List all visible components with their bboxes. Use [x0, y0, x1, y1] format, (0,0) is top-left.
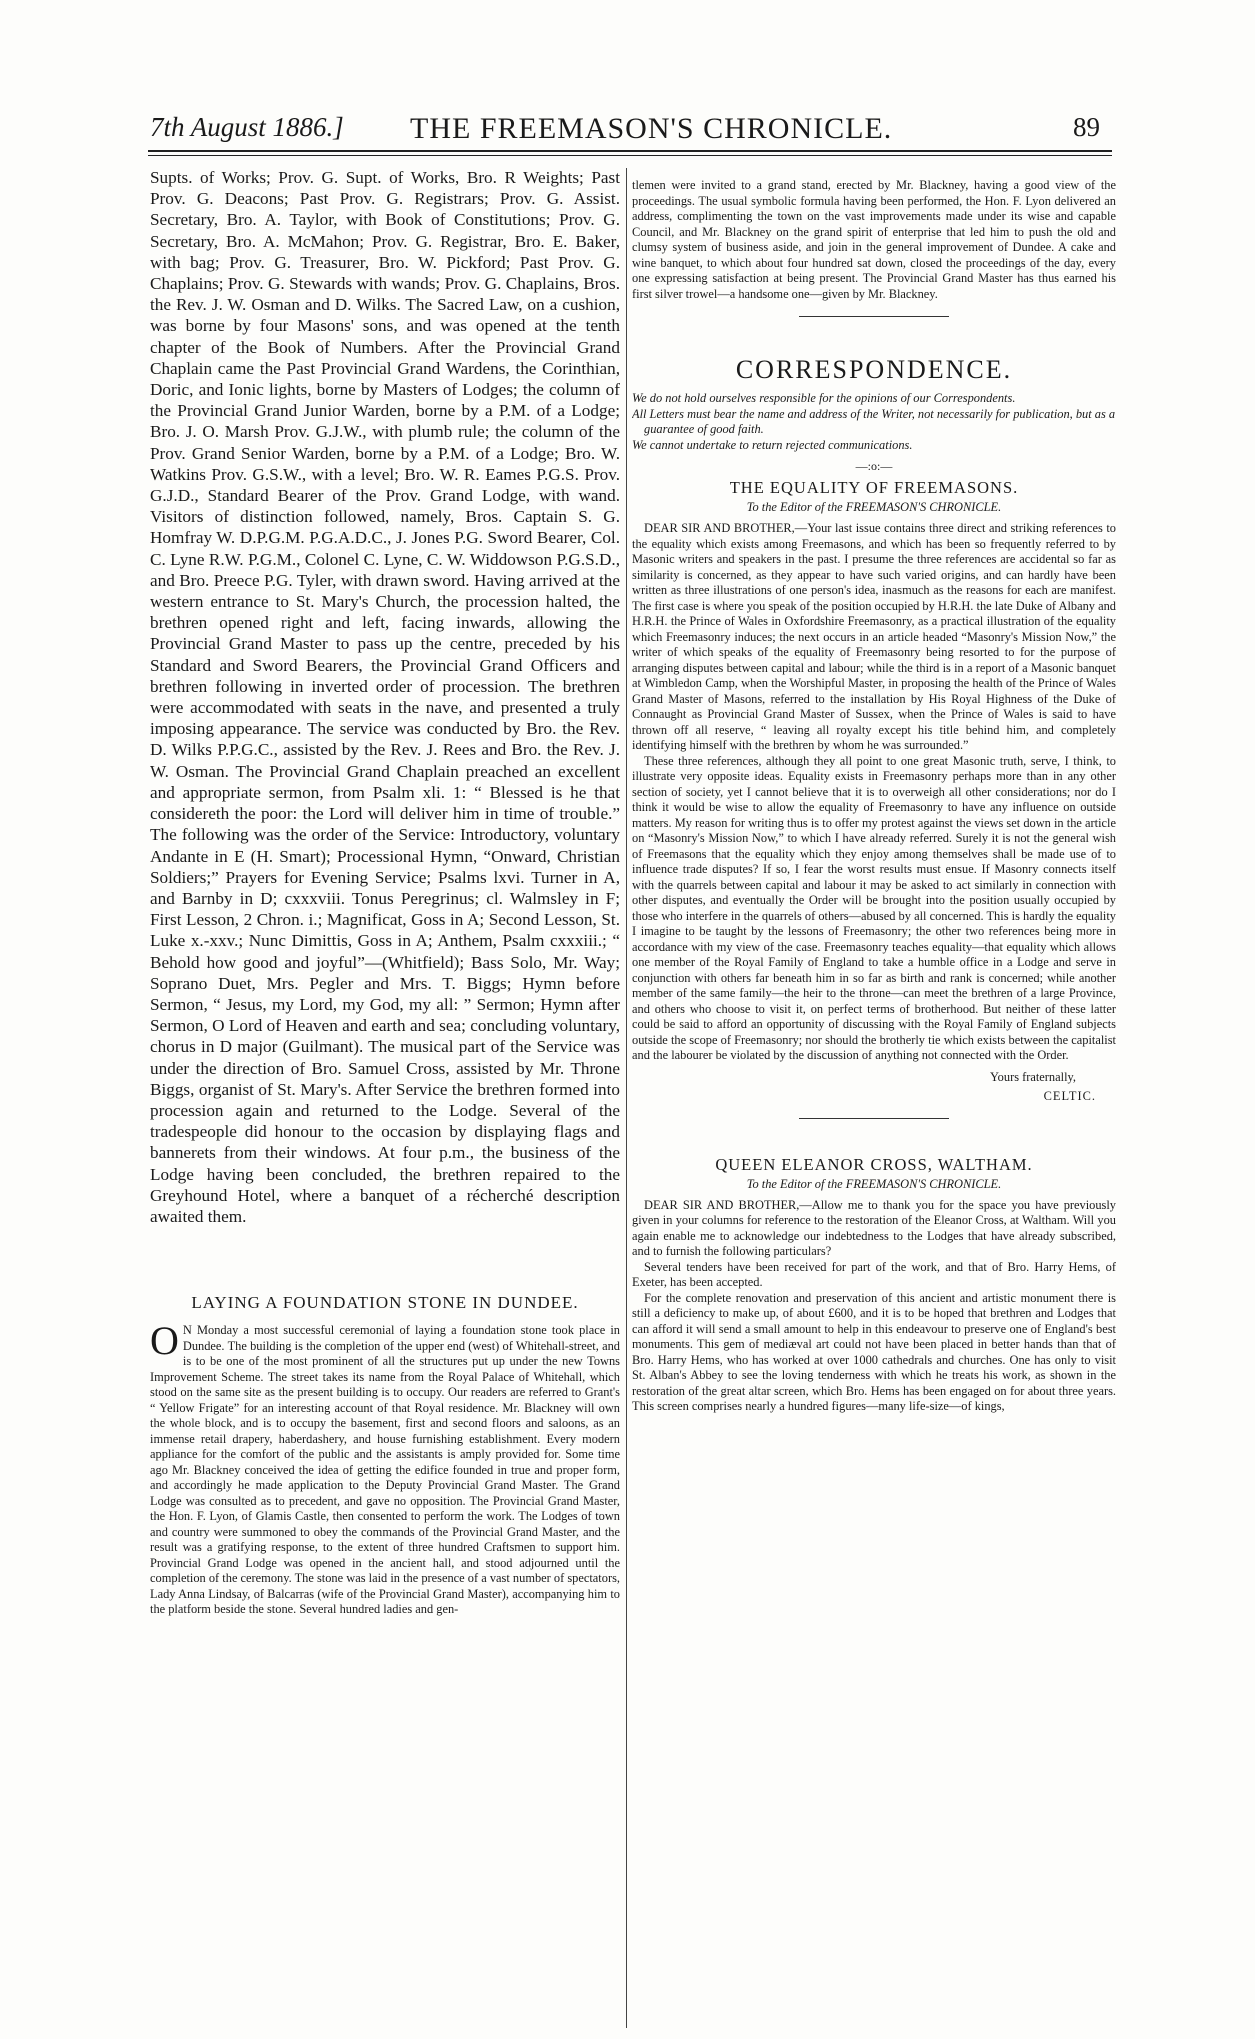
- page-header: [120, 112, 1130, 152]
- queen-eleanor-addressee: To the Editor of the FREEMASON'S CHRONICLE.: [746, 1176, 1002, 1191]
- queen-salutation: DEAR SIR AND BROTHER,: [644, 1197, 800, 1212]
- header-rule-bottom: [148, 155, 1112, 156]
- notice-letters: All Letters must bear the name and address of the Writer, not necessarily for publication, but as a guarantee of good faith.: [632, 406, 1116, 436]
- section-rule: [799, 316, 949, 317]
- laying-stone-article: [150, 1318, 620, 1618]
- left-column: [150, 167, 620, 2027]
- procession-text: Supts. of Works; Prov. G. Supt. of Works, Bro. R Weights; Past Prov. G. Deacons; Past Prov. G. Registrars; Prov. G. Assist. Secretary, Bro. A. Taylor, with Book of Constitutions; Prov. G. Secretary, Bro. A. McMahon; Prov. G. Registrar, Bro. E. Baker, with bag; Prov. G. Treasurer, Bro. W. Pickford; Past Prov. G. Chaplains; Prov. G. Stewards with wands; Prov. G. Chaplains, Bros. the Rev. J. W. Osman and D. Wilks. The Sacred Law, on a cushion, was borne by four Masons' sons, and was opened at the tenth chapter of the Book of Numbers. After the Provincial Grand Chaplain came the Past Provincial Grand Wardens, the Corinthian, Doric, and Ionic lights, borne by Masters of Lodges; the column of the Provincial Grand Junior Warden, borne by a P.M. of a Lodge; Bro. J. O. Marsh Prov. G.J.W., with plumb rule; the column of the Prov. Grand Senior Warden, borne by a P.M. of a Lodge; Bro. W. Watkins Prov. G.S.W., with a level; Bro. W. R. Eames P.G.S. Prov. G.J.D., Standard Bearer of the Prov. Grand Lodge, with wand. Visitors of distinction followed, namely, Bros. Captain S. G. Homfray W. D.P.G.M. P.G.A.D.C., J. Jones P.G. Sword Bearer, Col. C. Lyne R.W. P.G.M., Colonel C. Lyne, C. W. Widdowson P.G.S.D., and Bro. Preece P.G. Tyler, with drawn sword. Having arrived at the western entrance to St. Mary's Church, the procession halted, the brethren opened right and left, facing inwards, allowing the Provincial Grand Master to pass up the centre, preceded by his Standard and Sword Bearers, the Provincial Grand Officers and brethren following in inverted order of procession. The brethren were accommodated with seats in the nave, and presented a truly imposing appearance. The service was conducted by Bro. the Rev. D. Wilks P.P.G.C., assisted by the Rev. J. Rees and Bro. the Rev. J. W. Osman. The Provincial Grand Chaplain preached an excellent and appropriate sermon, from Psalm xli. 1: “ Blessed is he that considereth the poor: the Lord will deliver him in time of trouble.” The following was the order of the Service: Introductory, voluntary Andante in E (H. Smart); Processional Hymn, “Onward, Christian Soldiers;” Prayers for Evening Service; Psalms lxvi. Turner in A, and Barnby in D; cxxxviii. Tonus Peregrinus; cl. Walmsley in F; First Lesson, 2 Chron. i.; Magnificat, Goss in A; Second Lesson, St. Luke x.-xxv.; Nunc Dimittis, Goss in A; Anthem, Psalm cxxxiii.; “ Behold how good and joyful”—(Whitfield); Bass Solo, Mr. Way; Soprano Duet, Mrs. Pegler and Mrs. T. Biggs; Hymn before Sermon, “ Jesus, my Lord, my God, my all: ” Sermon; Hymn after Sermon, O Lord of Heaven and earth and sea; concluding voluntary, chorus in D major (Guilmant). The musical part of the Service was under the direction of Bro. Samuel Cross, assisted by Mr. Throne Biggs, organist of St. Mary's. After Service the brethren formed into procession again and returned to the Lodge. Several of the tradespeople did honour to the occasion by displaying flags and bannerets from their windows. At four p.m., the business of the Lodge having been concluded, the brethren repaired to the Greyhound Hotel, where a banquet of a récherché description awaited them.: [150, 168, 620, 1226]
- queen-eleanor-letter: [632, 1198, 1116, 1415]
- laying-stone-continued: [632, 178, 1116, 302]
- queen-paragraph-3: For the complete renovation and preservation of this ancient and artistic monument there is still a deficiency to make up, of about £600, and it is to be hoped that brethren and Lodges that can afford it will send a small amount to help in this endeavour to preserve one of England's best monuments. This gem of mediæval art could not have been placed in better hands than that of Bro. Harry Hems, who has worked at over 1000 cathedrals and churches. One has only to visit St. Alban's Abbey to see the loving tenderness with which he treats his work, as shown in the restoration of the great altar screen, which Bro. Hems has been engaged on for about three years. This screen comprises nearly a hundred figures—many life-size—of kings,: [632, 1290, 1116, 1413]
- ornament-separator: —:o:—: [855, 459, 893, 473]
- queen-paragraph-1-text: —Allow me to thank you for the space you have previously given in your columns for reference to the restoration of the Eleanor Cross, at Waltham. Will you again enable me to acknowledge our indebtedness to the Lodges that have already subscribed, and to furnish the following particulars?: [632, 1197, 1116, 1258]
- equality-addressee: To the Editor of the FREEMASON'S CHRONICLE.: [746, 500, 1002, 514]
- queen-paragraph-1: [632, 1198, 1116, 1260]
- equality-heading: THE EQUALITY OF FREEMASONS.: [729, 478, 1019, 497]
- equality-letter: [632, 521, 1116, 1064]
- correspondence-heading: CORRESPONDENCE.: [735, 355, 1013, 384]
- masthead-title: THE FREEMASON'S CHRONICLE.: [410, 112, 893, 145]
- notice-opinions: We do not hold ourselves responsible for the opinions of our Correspondents.: [632, 391, 1016, 405]
- procession-report: [150, 167, 620, 1227]
- queen-paragraph-2: Several tenders have been received for part of the work, and that of Bro. Harry Hems, of Exeter, has been accepted.: [632, 1259, 1116, 1289]
- column-divider: [626, 168, 627, 2028]
- equality-salutation: DEAR SIR AND BROTHER,: [644, 521, 795, 535]
- equality-signature: CELTIC.: [1043, 1088, 1096, 1103]
- drop-cap: O: [150, 1318, 179, 1364]
- right-column: [632, 178, 1116, 2028]
- equality-signoff: Yours fraternally,: [989, 1069, 1076, 1084]
- laying-stone-paragraph: [150, 1318, 620, 1618]
- section-rule-2: [799, 1118, 949, 1119]
- page-number: 89: [1073, 112, 1100, 142]
- equality-paragraph-2: These three references, although they all point to one great Masonic truth, serve, I think, to illustrate very opposite ideas. Equality exists in Freemasonry perhaps more than in any other section of society, yet I cannot believe that it is to overweigh all other considerations; nor do I think it would be wise to allow the equality of Freemasonry to have any influence on outside matters. My reason for writing thus is to offer my protest against the views set down in the article on “Masonry's Mission Now,” to which I have already referred. Surely it is not the general wish of Freemasons that the equality which they enjoy among themselves shall be made use of to influence trade disputes? If so, I fear the worst results must ensue. If Masonry connects itself with the quarrels between capital and labour it may be asked to act similarly in connection with other disputes, and eventually the Order will be brought into the position usually occupied by those who interfere in the quarrels of others—abused by all concerned. This is hardly the equality I imagine to be taught by the lessons of Freemasonry; the other two references being more in accordance with my view of the case. Freemasonry teaches equality—that equality which allows one member of the Royal Family of England to take a humble office in a Lodge and serve in conjunction with others far beneath him in so far as birth and rank is concerned; while another member of the same family—the heir to the throne—can meet the brethren of a large Province, and others who choose to visit it, on perfect terms of brotherhood. But neither of these latter could be said to afford an opportunity of discussing with the Royal Family of England subjects outside the scope of Freemasonry; nor should the brotherly tie which exists between the capitalist and the labourer be violated by the discussion of anything not connected with the Order.: [632, 753, 1116, 1062]
- header-rule-top: [148, 150, 1112, 152]
- queen-eleanor-heading: QUEEN ELEANOR CROSS, WALTHAM.: [715, 1154, 1033, 1174]
- laying-stone-heading: LAYING A FOUNDATION STONE IN DUNDEE.: [191, 1293, 579, 1313]
- laying-stone-text: N Monday a most successful ceremonial of laying a foundation stone took place in Dundee. The building is the completion of the upper end (west) of Whitehall-street, and is to be one of the most prominent of all the structures put up under the new Towns Improvement Scheme. The street takes its name from the Royal Palace of Whitehall, which stood on the same site as the present building is to occupy. Our readers are referred to Grant's “ Yellow Frigate” for an interesting account of that Royal residence. Mr. Blackney will own the whole block, and is to occupy the basement, first and second floors and saloons, as an immense retail drapery, haberdashery, and house furnishing establishment. Every modern appliance for the comfort of the public and the assistants is amply provided for. Some time ago Mr. Blackney conceived the idea of getting the edifice founded in true and proper form, and accordingly he made application to the Deputy Provincial Grand Master. The Grand Lodge was consulted as to precedent, and gave no opposition. The Provincial Grand Master, the Hon. F. Lyon, of Glamis Castle, then consented to perform the work. The Lodges of town and country were summoned to obey the commands of the Provincial Grand Master, and the result was a gratifying response, to the extent of three hundred Craftsmen to support him. Provincial Grand Lodge was opened in the ancient hall, and stood adjourned until the completion of the ceremony. The stone was laid in the presence of a vast number of spectators, Lady Anna Lindsay, of Balcarras (wife of the Provincial Grand Master), accompanying him to the platform beside the stone. Several hundred ladies and gen-: [150, 1323, 620, 1617]
- laying-stone-continued-text: tlemen were invited to a grand stand, erected by Mr. Blackney, having a good view of the proceedings. The usual symbolic formula having been performed, the Hon. F. Lyon delivered an address, complimenting the town on the vast improvements made under its wise and capable Council, and Mr. Blackney on the grand spirit of enterprise that led him to push the old and clumsy system of business aside, and join in the general improvement of Dundee. A cake and wine banquet, to which about four hundred sat down, closed the proceedings of the day, every one expressing satisfaction at being present. The Provincial Grand Master has thus earned his first silver trowel—a handsome one—given by Mr. Blackney.: [632, 178, 1116, 301]
- equality-paragraph-1-text: —Your last issue contains three direct and striking references to the equality which exists among Freemasons, and which has been so frequently referred to by Masonic writers and speakers in the past. I presume the three references are accidental so far as similarity is concerned, as they appear to have such varied origins, and can hardly have been written as three illustrations of one person's idea, inasmuch as the reasons for each are manifest. The first case is where you speak of the position occupied by H.R.H. the late Duke of Albany and H.R.H. the Prince of Wales in Oxfordshire Freemasonry, as a practical illustration of the equality which Freemasonry induces; the next occurs in an article headed “Masonry's Mission Now,” the writer of which speaks of the equality of Freemasonry being resorted to for the purpose of arranging disputes between capital and labour; while the third is in a report of a Masonic banquet at Wimbledon Camp, when the Worshipful Master, in proposing the health of the Prince of Wales Grand Master of Masons, referred to the installation by His Royal Highness of the Duke of Connaught as Provincial Grand Master of Sussex, when the Prince of Wales is said to have thrown off all reserve, “ leaving all royalty except his title behind him, and completely identifying himself with the brethren by whom he was surrounded.”: [632, 521, 1116, 752]
- equality-paragraph-1: [632, 521, 1116, 754]
- issue-date: 7th August 1886.]: [150, 112, 344, 142]
- notice-rejected: We cannot undertake to return rejected communications.: [632, 437, 913, 452]
